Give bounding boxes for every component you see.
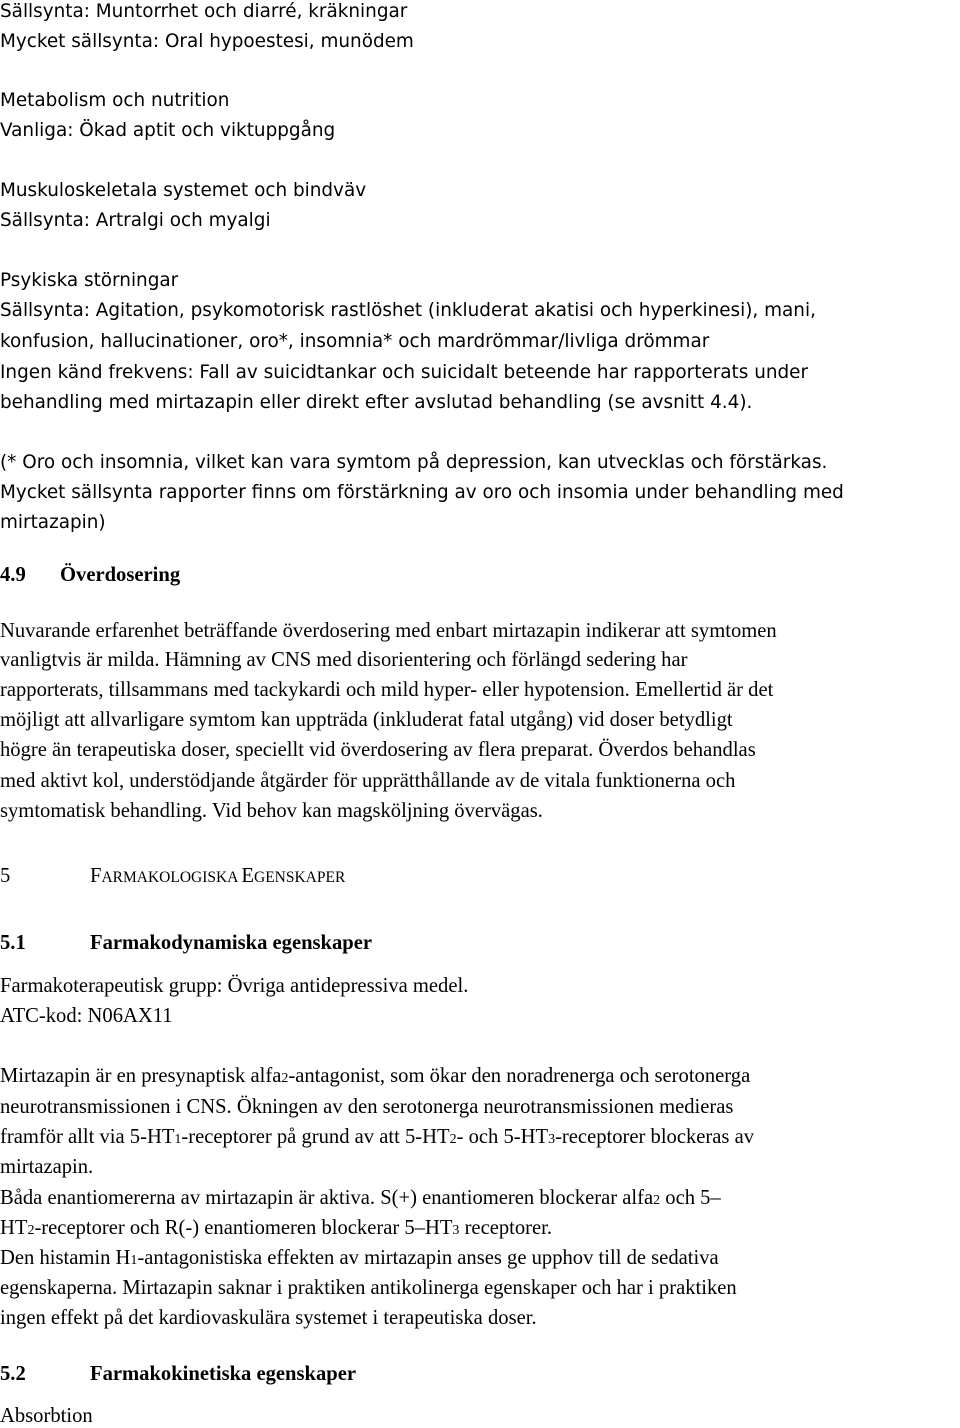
text-line: med aktivt kol, understödjande åtgärder för upprätthållande av de vitala funktionerna och xyxy=(0,770,736,792)
subscript: 2 xyxy=(653,1193,661,1208)
section-number: 4.9 xyxy=(0,564,26,586)
text-line: Vanliga: Ökad aptit och viktuppgång xyxy=(0,120,336,141)
section-heading-5-1 xyxy=(0,931,372,955)
text-span: framför allt via 5-HT xyxy=(0,1126,175,1148)
subscript: 2 xyxy=(281,1071,289,1086)
text-line: ingen effekt på det kardiovaskulära systemet i terapeutiska doser. xyxy=(0,1307,537,1329)
section-title: Överdosering xyxy=(60,564,181,586)
text-span: HT xyxy=(0,1217,28,1239)
section-title: Farmakodynamiska egenskaper xyxy=(90,932,373,954)
section-heading-5 xyxy=(0,864,345,890)
text-line: vanligtvis är milda. Hämning av CNS med disorientering och förlängd sedering har xyxy=(0,649,688,671)
text-line: behandling med mirtazapin eller direkt efter avslutad behandling (se avsnitt 4.4). xyxy=(0,392,753,413)
text-line: ATC-kod: N06AX11 xyxy=(0,1005,173,1027)
text-line xyxy=(0,1246,719,1273)
text-line: Sällsynta: Artralgi och myalgi xyxy=(0,210,271,231)
section-number: 5.2 xyxy=(0,1363,26,1385)
text-span: Den histamin H xyxy=(0,1247,131,1269)
text-line: Sällsynta: Agitation, psykomotorisk rastlöshet (inkluderat akatisi och hyperkinesi), mani, xyxy=(0,300,816,321)
text-line: egenskaperna. Mirtazapin saknar i praktiken antikolinerga egenskaper och har i praktiken xyxy=(0,1277,737,1299)
text-line: mirtazapin. xyxy=(0,1156,94,1178)
text-line xyxy=(0,1216,552,1243)
text-line: Mycket sällsynta rapporter finns om förstärkning av oro och insomia under behandling med xyxy=(0,482,844,503)
text-line: Absorbtion xyxy=(0,1405,93,1427)
text-line: Farmakoterapeutisk grupp: Övriga antidepressiva medel. xyxy=(0,975,469,997)
section-heading-5-2 xyxy=(0,1362,356,1386)
section-title-part: GENSKAPER xyxy=(254,869,346,886)
subscript: 3 xyxy=(452,1223,460,1238)
text-line: möjligt att allvarligare symtom kan uppträda (inkluderat fatal utgång) vid doser betydligt xyxy=(0,709,733,731)
text-line: rapporterats, tillsammans med tackykardi och mild hyper- eller hypotension. Emellertid är det xyxy=(0,679,774,701)
text-span: -receptorer på grund av att 5-HT xyxy=(181,1126,450,1148)
section-number: 5 xyxy=(0,865,11,887)
section-heading-4-9 xyxy=(0,563,180,587)
text-line xyxy=(0,1064,750,1091)
text-span: -receptorer blockeras av xyxy=(555,1126,755,1148)
text-line: högre än terapeutiska doser, speciellt vid överdosering av flera preparat. Överdos behandlas xyxy=(0,739,756,761)
section-title: Farmakokinetiska egenskaper xyxy=(90,1363,357,1385)
text-line: (* Oro och insomnia, vilket kan vara symtom på depression, kan utvecklas och förstärkas. xyxy=(0,452,828,473)
subscript: 2 xyxy=(27,1223,35,1238)
text-span: -receptorer och R(-) enantiomeren blockerar 5–HT xyxy=(34,1217,453,1239)
text-span: Båda enantiomererna av mirtazapin är aktiva. S(+) enantiomeren blockerar alfa xyxy=(0,1187,654,1209)
text-line: Mycket sällsynta: Oral hypoestesi, munödem xyxy=(0,31,414,52)
text-line: neurotransmissionen i CNS. Ökningen av den serotonerga neurotransmissionen medieras xyxy=(0,1096,734,1118)
section-title-part: F xyxy=(90,865,102,887)
text-line: mirtazapin) xyxy=(0,512,106,533)
text-span: och 5– xyxy=(660,1187,721,1209)
text-line: Psykiska störningar xyxy=(0,270,179,291)
subscript: 1 xyxy=(174,1132,182,1147)
text-span: - och 5-HT xyxy=(456,1126,549,1148)
text-span: -antagonistiska effekten av mirtazapin anses ge upphov till de sedativa xyxy=(137,1247,719,1269)
section-title-part: E xyxy=(241,865,255,887)
text-line: Sällsynta: Muntorrhet och diarré, kräkningar xyxy=(0,1,408,22)
text-line: Muskuloskeletala systemet och bindväv xyxy=(0,180,367,201)
text-span: -antagonist, som ökar den noradrenerga och serotonerga xyxy=(288,1065,751,1087)
text-line xyxy=(0,1186,721,1213)
subscript: 2 xyxy=(449,1132,457,1147)
subscript: 3 xyxy=(548,1132,556,1147)
text-span: receptorer. xyxy=(459,1217,553,1239)
text-line: konfusion, hallucinationer, oro*, insomnia* och mardrömmar/livliga drömmar xyxy=(0,331,710,352)
section-number: 5.1 xyxy=(0,932,26,954)
text-line: Metabolism och nutrition xyxy=(0,90,230,111)
text-line xyxy=(0,1125,754,1152)
text-span: Mirtazapin är en presynaptisk alfa xyxy=(0,1065,282,1087)
text-line: Ingen känd frekvens: Fall av suicidtankar och suicidalt beteende har rapporterats under xyxy=(0,362,809,383)
text-line: Nuvarande erfarenhet beträffande överdosering med enbart mirtazapin indikerar att symtomen xyxy=(0,620,777,642)
section-title-part: ARMAKOLOGISKA xyxy=(101,869,242,886)
subscript: 1 xyxy=(130,1253,138,1268)
text-line: symtomatisk behandling. Vid behov kan magsköljning övervägas. xyxy=(0,800,543,822)
